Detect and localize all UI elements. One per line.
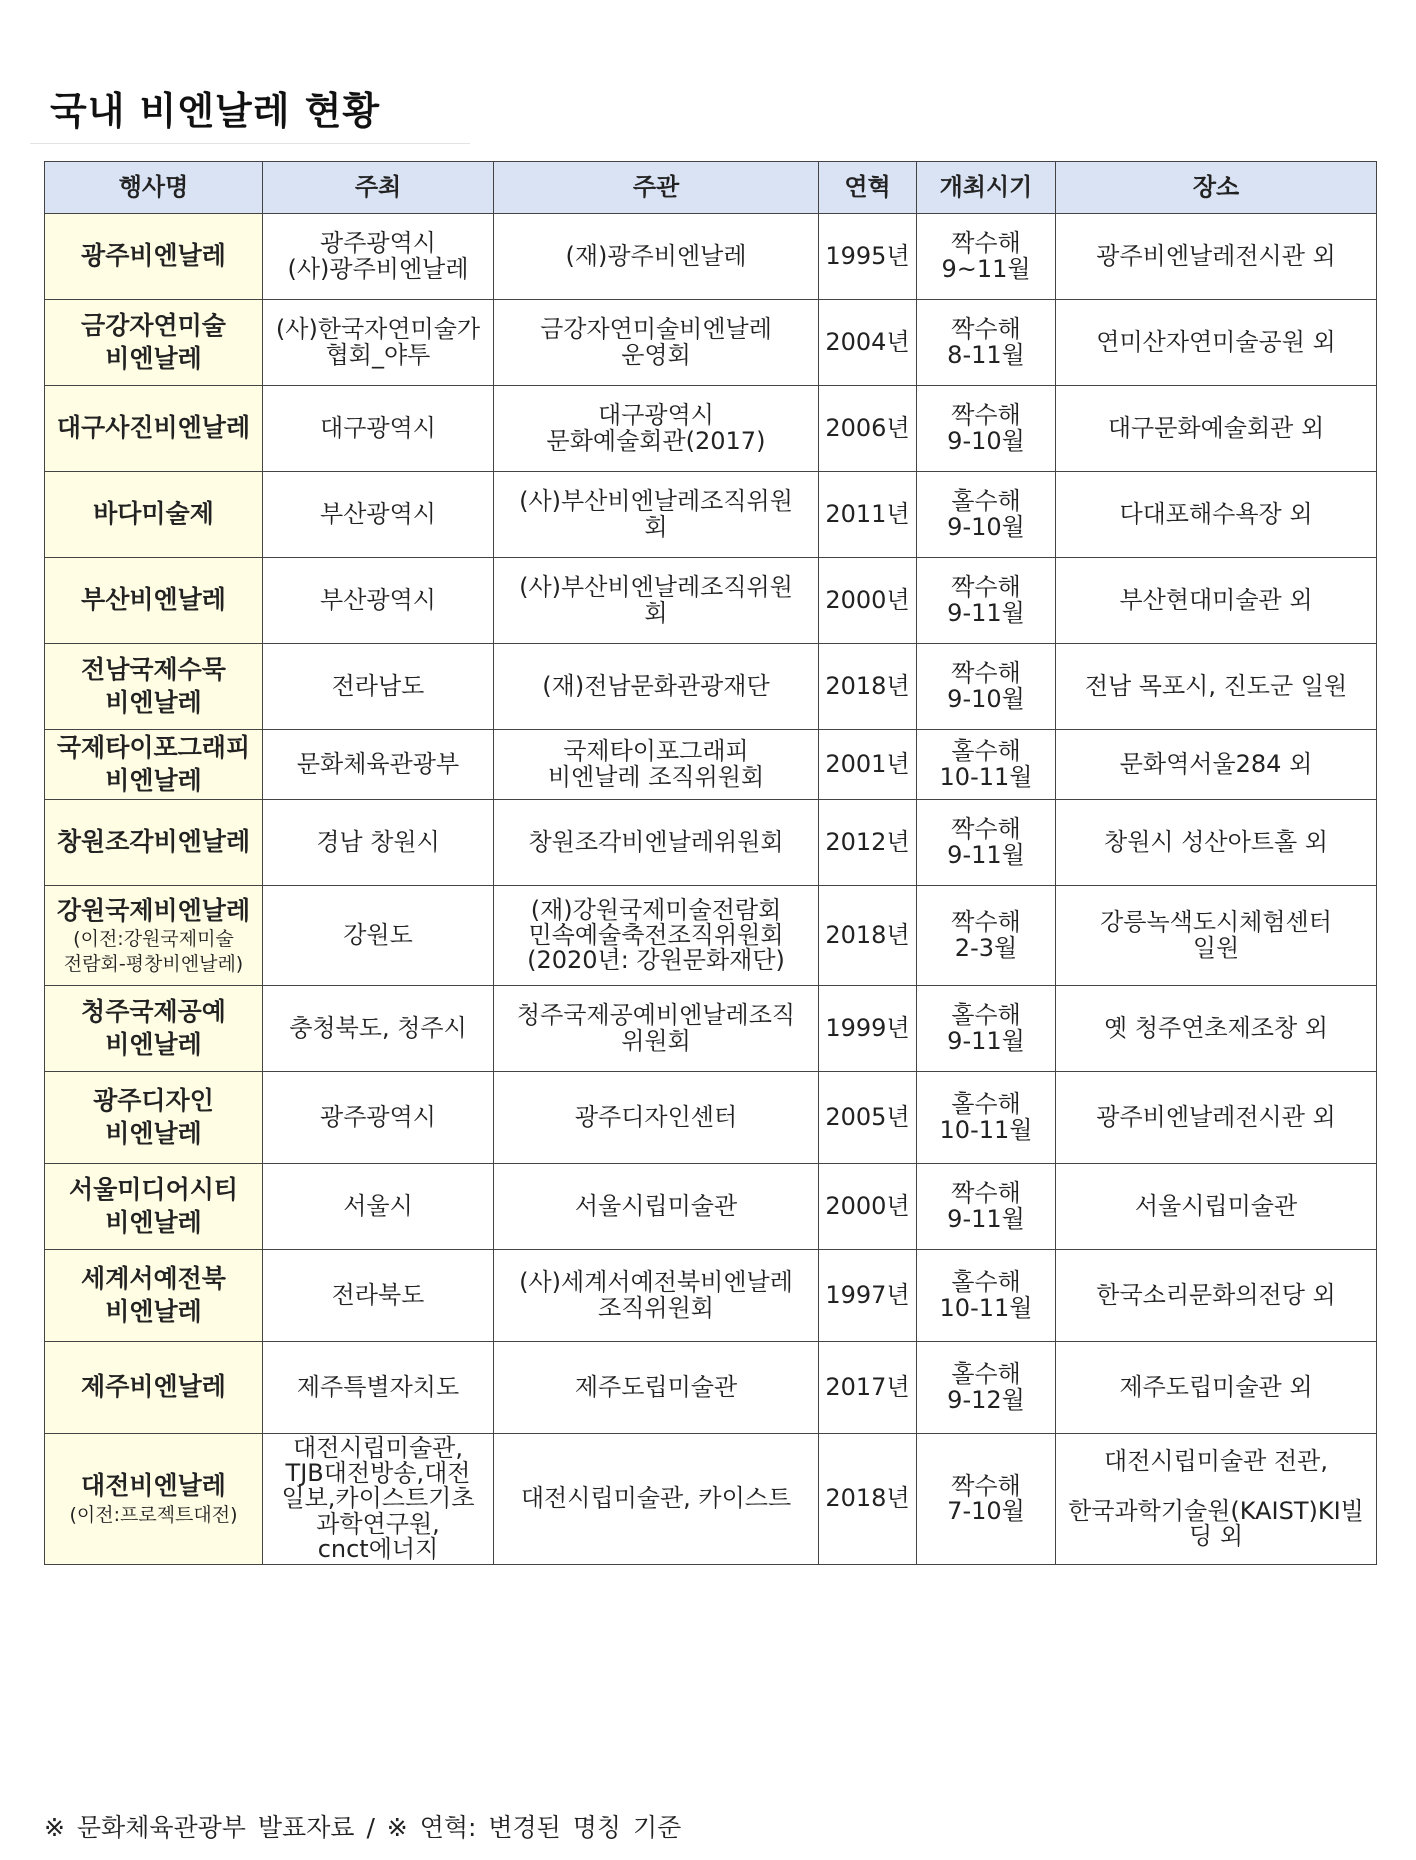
organizer-text: (사)부산비엔날레조직위원 회 [519,487,793,541]
event-name-cell [45,214,263,300]
period-text: 홀수해 10-11월 [939,1268,1033,1322]
host-cell [263,886,494,986]
event-name-text: 광주디자인 비엔날레 [93,1086,214,1148]
event-name-cell [45,886,263,986]
year-cell [819,1072,917,1164]
host-text: (사)한국자연미술가 협회_야투 [275,315,481,369]
host-cell [263,1072,494,1164]
period-text: 짝수해 2-3월 [951,908,1021,962]
venue-cell [1056,800,1377,886]
host-text: 대전시립미술관, TJB대전방송,대전 일보,카이스트기초 과학연구원, cnct에너지 [281,1434,475,1563]
event-name-text: 광주비엔날레 [81,241,226,271]
table-row [45,472,1377,558]
host-cell [263,386,494,472]
table-row [45,730,1377,800]
year-text: 2006년 [825,413,910,442]
organizer-text: (재)전남문화관광재단 [542,671,770,700]
host-text: 제주특별자치도 [296,1372,460,1401]
year-text: 2004년 [825,327,910,356]
host-text: 전라북도 [331,1280,425,1309]
page-title: 국내 비엔날레 현황 [50,89,381,133]
venue-text: 대전시립미술관 전관, 한국과학기술원(KAIST)KI빌 딩 외 [1068,1446,1364,1551]
event-name-cell [45,1434,263,1565]
organizer-cell [494,1250,819,1342]
header-organizer: 주관 [494,162,819,214]
organizer-cell [494,730,819,800]
organizer-cell [494,1342,819,1434]
year-text: 2001년 [825,749,910,778]
period-cell [917,800,1056,886]
year-cell [819,386,917,472]
organizer-cell [494,300,819,386]
period-cell [917,644,1056,730]
organizer-cell [494,800,819,886]
period-text: 홀수해 9-12월 [947,1360,1025,1414]
host-text: 충청북도, 청주시 [289,1013,467,1042]
biennale-table [44,161,1377,1565]
organizer-text: 대구광역시 문화예술회관(2017) [546,401,766,455]
venue-cell [1056,1164,1377,1250]
table-row [45,886,1377,986]
year-cell [819,886,917,986]
host-text: 경남 창원시 [316,827,440,856]
event-name-text: 세계서예전북 비엔날레 [81,1264,226,1326]
event-name-cell [45,644,263,730]
organizer-cell [494,1434,819,1565]
venue-text: 문화역서울284 외 [1119,749,1313,778]
event-name-text: 창원조각비엔날레 [56,827,251,857]
organizer-cell [494,986,819,1072]
period-cell [917,1250,1056,1342]
venue-text: 창원시 성산아트홀 외 [1104,827,1328,856]
venue-cell [1056,386,1377,472]
event-name-text: 청주국제공예 비엔날레 [81,997,226,1059]
year-text: 2018년 [825,920,910,949]
venue-cell [1056,986,1377,1072]
venue-text: 옛 청주연초제조창 외 [1104,1013,1328,1042]
event-name-cell [45,300,263,386]
table-row [45,386,1377,472]
organizer-text: 청주국제공예비엔날레조직 위원회 [516,1001,796,1055]
table-row [45,1250,1377,1342]
organizer-cell [494,472,819,558]
year-text: 1997년 [825,1280,910,1309]
year-cell [819,300,917,386]
venue-cell [1056,300,1377,386]
year-cell [819,1250,917,1342]
event-name-cell [45,730,263,800]
year-text: 2018년 [825,1484,910,1513]
event-name-cell [45,986,263,1072]
table-row [45,1072,1377,1164]
venue-text: 서울시립미술관 [1134,1191,1298,1220]
period-text: 짝수해 9-11월 [947,573,1025,627]
host-cell [263,644,494,730]
venue-text: 제주도립미술관 외 [1119,1372,1313,1401]
event-name-text: 국제타이포그래피 비엔날레 [56,733,251,795]
organizer-text: (재)강원국제미술전람회 민속예술축전조직위원회 (2020년: 강원문화재단) [527,895,785,975]
period-text: 홀수해 10-11월 [939,737,1033,791]
venue-text: 강릉녹색도시체험센터 일원 [1100,908,1332,962]
host-text: 강원도 [343,920,413,949]
host-text: 대구광역시 [320,413,436,442]
host-text: 부산광역시 [320,499,436,528]
host-text: 부산광역시 [320,585,436,614]
organizer-cell [494,386,819,472]
period-cell [917,986,1056,1072]
period-text: 짝수해 9-11월 [947,815,1025,869]
event-name-cell [45,386,263,472]
venue-text: 대구문화예술회관 외 [1107,413,1325,442]
event-name-text: 강원국제비엔날레 [56,895,251,925]
period-text: 홀수해 9-11월 [947,1001,1025,1055]
venue-cell [1056,1434,1377,1565]
period-cell [917,300,1056,386]
event-name-cell [45,472,263,558]
year-text: 2000년 [825,585,910,614]
header-host: 주최 [263,162,494,214]
year-text: 2018년 [825,671,910,700]
table-row [45,1342,1377,1434]
venue-cell [1056,1072,1377,1164]
year-cell [819,1342,917,1434]
event-name-cell [45,800,263,886]
table-row [45,800,1377,886]
organizer-cell [494,558,819,644]
period-text: 짝수해 8-11월 [947,315,1025,369]
host-text: 전라남도 [331,671,425,700]
event-name-text: 전남국제수묵 비엔날레 [81,655,226,717]
venue-text: 한국소리문화의전당 외 [1096,1280,1336,1309]
event-name-cell [45,1250,263,1342]
year-cell [819,800,917,886]
period-cell [917,1342,1056,1434]
period-cell [917,1072,1056,1164]
year-text: 2012년 [825,827,910,856]
year-text: 1995년 [825,241,910,270]
event-name-text: 서울미디어시티 비엔날레 [68,1175,239,1237]
host-cell [263,558,494,644]
table-row [45,1164,1377,1250]
event-name-text: 제주비엔날레 [81,1372,226,1402]
footnote: ※ 문화체육관광부 발표자료 / ※ 연혁: 변경된 명칭 기준 [44,1813,682,1842]
header-venue: 장소 [1056,162,1377,214]
host-cell [263,472,494,558]
host-cell [263,214,494,300]
header-year: 연혁 [819,162,917,214]
period-text: 짝수해 9-11월 [947,1179,1025,1233]
organizer-cell [494,214,819,300]
event-name-cell [45,1342,263,1434]
year-cell [819,644,917,730]
event-name-cell [45,1072,263,1164]
year-text: 2011년 [825,499,910,528]
host-text: 광주광역시 [320,1102,436,1131]
host-cell [263,730,494,800]
year-text: 1999년 [825,1013,910,1042]
venue-text: 전남 목포시, 진도군 일원 [1084,671,1348,700]
year-text: 2005년 [825,1102,910,1131]
table-header-row [45,162,1377,214]
organizer-text: 금강자연미술비엔날레 운영회 [540,315,772,369]
event-former-name: (이전:프로젝트대전) [69,1503,238,1526]
table-row [45,1434,1377,1565]
host-cell [263,1250,494,1342]
event-name-text: 대구사진비엔날레 [56,413,251,443]
host-text: 문화체육관광부 [296,749,460,778]
event-name-text: 부산비엔날레 [81,585,226,615]
venue-text: 광주비엔날레전시관 외 [1096,1102,1336,1131]
event-name-text: 금강자연미술 비엔날레 [81,311,226,373]
period-cell [917,1434,1056,1565]
host-cell [263,1434,494,1565]
organizer-cell [494,886,819,986]
venue-cell [1056,886,1377,986]
year-cell [819,1434,917,1565]
organizer-cell [494,1164,819,1250]
period-text: 짝수해 9~11월 [941,229,1031,283]
organizer-text: 국제타이포그래피 비엔날레 조직위원회 [547,737,765,791]
period-cell [917,558,1056,644]
organizer-text: 제주도립미술관 [574,1372,738,1401]
organizer-text: 광주디자인센터 [574,1102,738,1131]
year-cell [819,730,917,800]
header-period: 개최시기 [917,162,1056,214]
event-name-text: 대전비엔날레 [81,1471,226,1501]
venue-text: 연미산자연미술공원 외 [1096,327,1336,356]
venue-text: 광주비엔날레전시관 외 [1096,241,1336,270]
year-cell [819,1164,917,1250]
event-name-text: 바다미술제 [93,499,214,529]
period-cell [917,472,1056,558]
period-text: 홀수해 10-11월 [939,1090,1033,1144]
header-event-name: 행사명 [45,162,263,214]
organizer-cell [494,1072,819,1164]
organizer-text: (재)광주비엔날레 [565,241,747,270]
period-text: 짝수해 9-10월 [947,401,1025,455]
host-cell [263,300,494,386]
table-row [45,558,1377,644]
table-row [45,214,1377,300]
year-cell [819,558,917,644]
venue-cell [1056,1250,1377,1342]
table-row [45,644,1377,730]
organizer-text: (사)부산비엔날레조직위원 회 [519,573,793,627]
venue-text: 다대포해수욕장 외 [1119,499,1313,528]
title-underline [30,143,470,144]
year-cell [819,472,917,558]
year-text: 2017년 [825,1372,910,1401]
organizer-text: 대전시립미술관, 카이스트 [520,1484,792,1513]
period-cell [917,386,1056,472]
table-row [45,300,1377,386]
organizer-cell [494,644,819,730]
venue-cell [1056,1342,1377,1434]
host-text: 광주광역시 (사)광주비엔날레 [287,229,469,283]
venue-cell [1056,472,1377,558]
event-name-cell [45,1164,263,1250]
organizer-text: 서울시립미술관 [574,1191,738,1220]
period-cell [917,1164,1056,1250]
venue-cell [1056,730,1377,800]
organizer-text: 창원조각비엔날레위원회 [528,827,784,856]
venue-text: 부산현대미술관 외 [1119,585,1313,614]
host-cell [263,800,494,886]
host-text: 서울시 [343,1191,413,1220]
period-text: 홀수해 9-10월 [947,487,1025,541]
period-cell [917,730,1056,800]
event-name-cell [45,558,263,644]
venue-cell [1056,644,1377,730]
host-cell [263,986,494,1072]
venue-cell [1056,558,1377,644]
period-text: 짝수해 9-10월 [947,659,1025,713]
period-cell [917,886,1056,986]
year-cell [819,214,917,300]
year-text: 2000년 [825,1191,910,1220]
organizer-text: (사)세계서예전북비엔날레 조직위원회 [519,1268,793,1322]
venue-cell [1056,214,1377,300]
period-text: 짝수해 7-10월 [947,1471,1025,1525]
host-cell [263,1164,494,1250]
event-former-name: (이전:강원국제미술 전람회-평창비엔날레) [63,928,244,975]
year-cell [819,986,917,1072]
host-cell [263,1342,494,1434]
period-cell [917,214,1056,300]
table-row [45,986,1377,1072]
